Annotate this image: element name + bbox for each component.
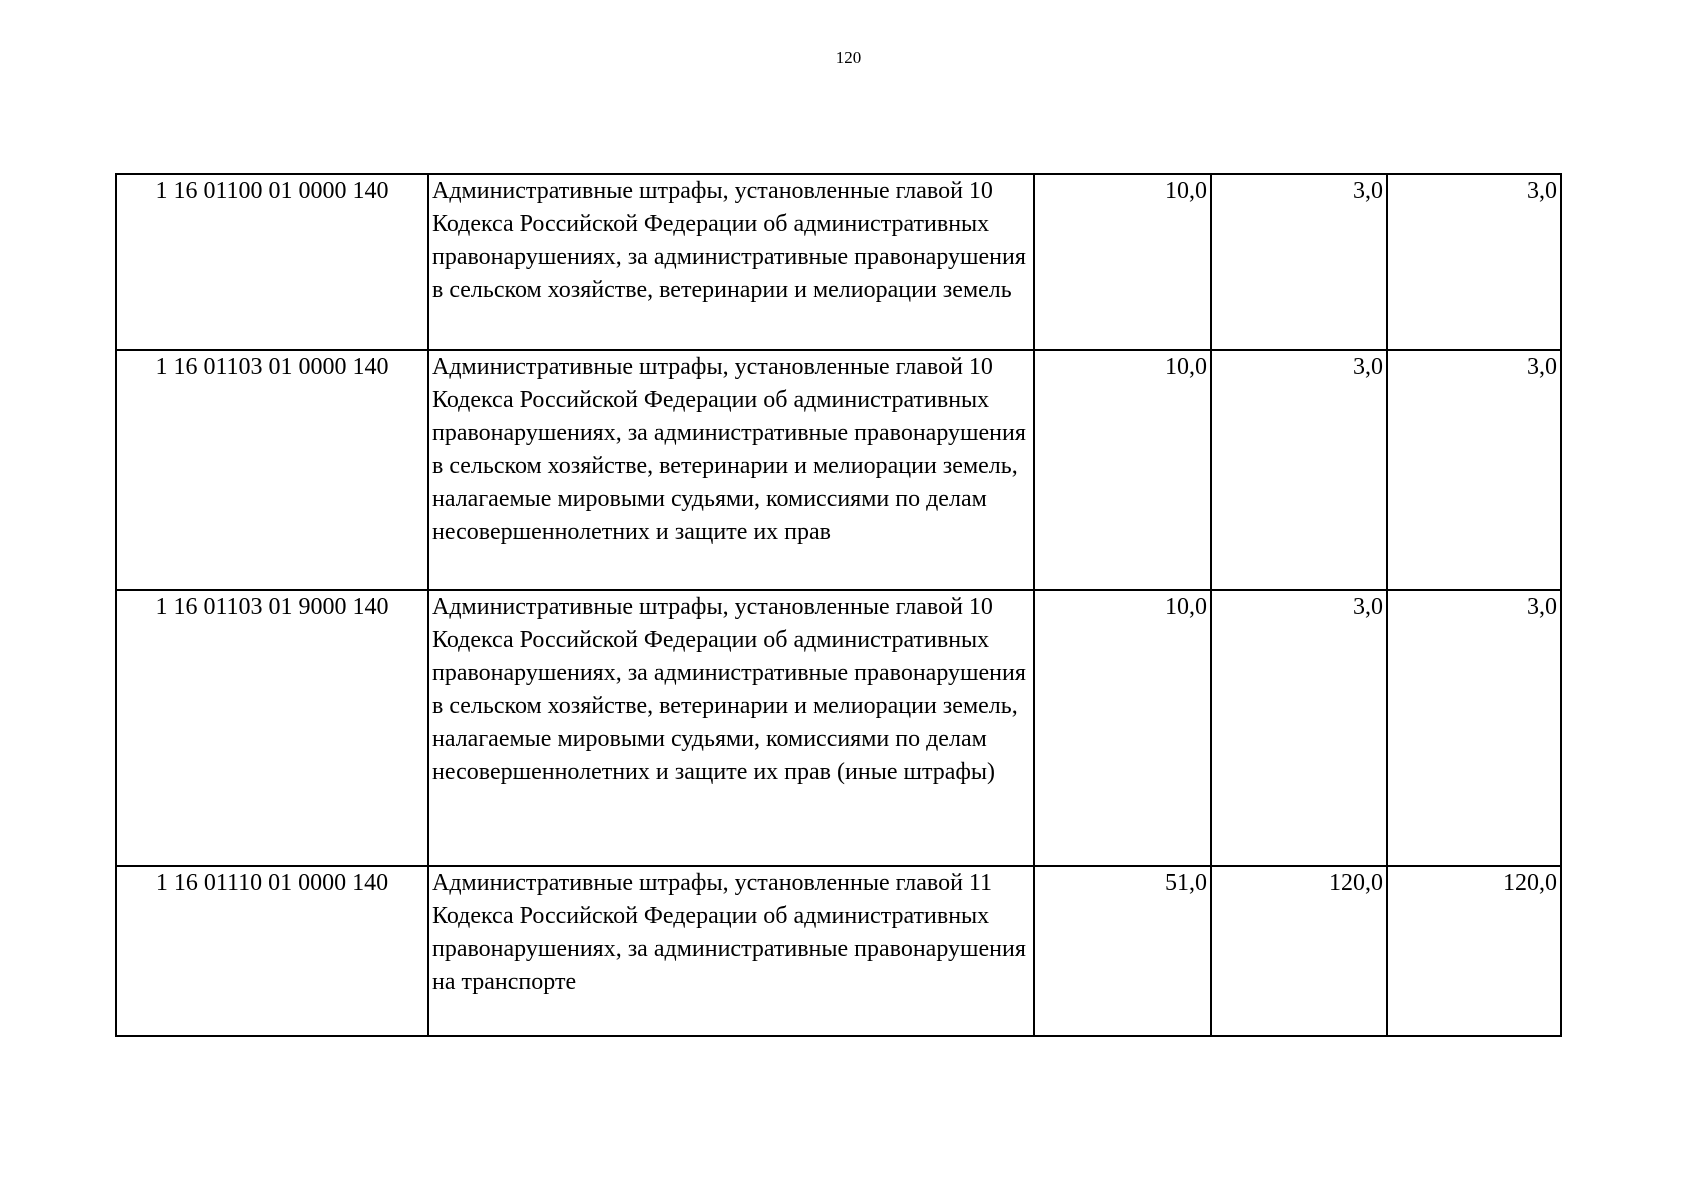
table-row: [116, 590, 1561, 866]
value-cell-1: 10,0: [1034, 174, 1211, 350]
table-row: [116, 174, 1561, 350]
value-cell-2: 3,0: [1211, 350, 1387, 590]
value-cell-2: 3,0: [1211, 590, 1387, 866]
budget-code-cell: 1 16 01103 01 0000 140: [116, 350, 428, 590]
value-cell-1: 10,0: [1034, 350, 1211, 590]
budget-revenue-table: [115, 173, 1562, 1037]
budget-code-cell: 1 16 01103 01 9000 140: [116, 590, 428, 866]
value-cell-3: 120,0: [1387, 866, 1561, 1036]
description-cell: Административные штрафы, установленные главой 10 Кодекса Российской Федерации об административных правонарушениях, за административные правонарушения в сельском хозяйстве, ветеринарии и мелиорации земель, налагаемые мировыми судьями, комиссиями по делам несовершеннолетних и защите их прав (иные штрафы): [428, 590, 1034, 866]
value-cell-3: 3,0: [1387, 590, 1561, 866]
value-cell-3: 3,0: [1387, 350, 1561, 590]
description-cell: Административные штрафы, установленные главой 10 Кодекса Российской Федерации об административных правонарушениях, за административные правонарушения в сельском хозяйстве, ветеринарии и мелиорации земель, налагаемые мировыми судьями, комиссиями по делам несовершеннолетних и защите их прав: [428, 350, 1034, 590]
budget-code-cell: 1 16 01100 01 0000 140: [116, 174, 428, 350]
table-row: [116, 350, 1561, 590]
description-cell: Административные штрафы, установленные главой 11 Кодекса Российской Федерации об административных правонарушениях, за административные правонарушения на транспорте: [428, 866, 1034, 1036]
table-row: [116, 866, 1561, 1036]
value-cell-2: 120,0: [1211, 866, 1387, 1036]
budget-code-cell: 1 16 01110 01 0000 140: [116, 866, 428, 1036]
value-cell-2: 3,0: [1211, 174, 1387, 350]
description-cell: Административные штрафы, установленные главой 10 Кодекса Российской Федерации об административных правонарушениях, за административные правонарушения в сельском хозяйстве, ветеринарии и мелиорации земель: [428, 174, 1034, 350]
page-number: 120: [835, 48, 862, 67]
value-cell-1: 51,0: [1034, 866, 1211, 1036]
value-cell-1: 10,0: [1034, 590, 1211, 866]
value-cell-3: 3,0: [1387, 174, 1561, 350]
